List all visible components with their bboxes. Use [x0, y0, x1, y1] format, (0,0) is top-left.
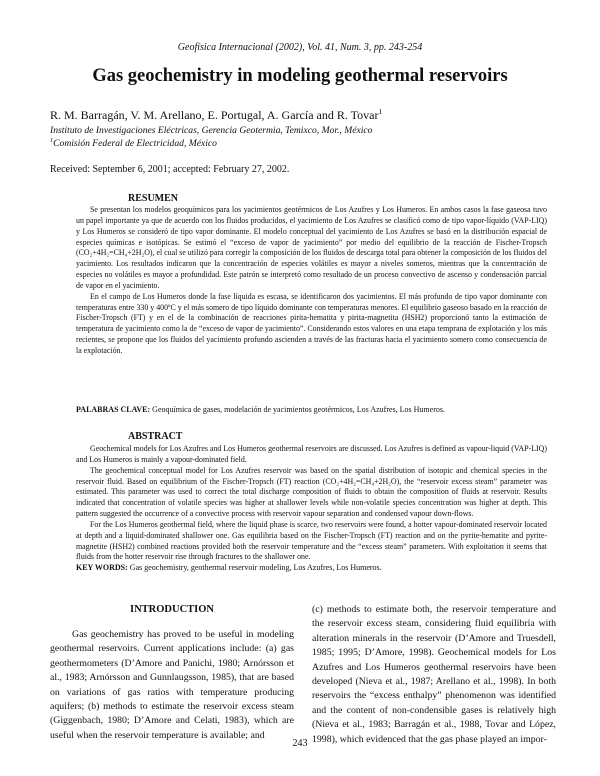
- affiliation-2-text: Comisión Federal de Electricidad, México: [53, 138, 217, 149]
- introduction-heading: INTRODUCTION: [129, 604, 214, 615]
- paper-title: Gas geochemistry in modeling geothermal reservoirs: [92, 66, 508, 86]
- abstract-heading: ABSTRACT: [128, 431, 183, 442]
- author-superscript: 1: [378, 107, 383, 116]
- key-words-text: Gas geochemistry, geothermal reservoir modeling, Los Azufres, Los Humeros.: [129, 563, 382, 572]
- intro-right-text: (c) methods to estimate both, the reservoir temperature and the reservoir excess steam, considering fluid equilibria with alteration minerals in the reservoir (D’Amore and Truesdell, 1985; 1995; D’Amore, 1998). Geochemical models for Los Azufres and Los Humeros geothermal reservoirs have been developed (Nieva et al., 1987; Arellano et al., 1998). In both reservoirs the “excess enthalpy” phenomenon was identified and the content of non-condensible gases is relatively high (Nieva et al., 1983; Barragán et al., 1988, Tovar and López, 1998), which evidenced that the gas phase played an impor-: [312, 604, 556, 745]
- affiliation-2: [50, 138, 217, 149]
- journal-header: Geofísica Internacional (2002), Vol. 41, Num. 3, pp. 243-254: [177, 42, 423, 53]
- abstract-paragraph-1: Geochemical models for Los Azufres and Los Humeros geothermal reservoirs are discussed. Los Azufres is defined as vapour-liquid (VAP-LIQ) and Los Humeros is mainly a vapour-dominated field.: [76, 444, 547, 464]
- affiliation-1: Instituto de Investigaciones Eléctricas, Gerencia Geotermia, Temixco, Mor., México: [50, 125, 373, 136]
- page-number: 243: [292, 738, 308, 749]
- intro-column-left: [50, 628, 294, 743]
- received-dates: Received: September 6, 2001; accepted: February 27, 2002.: [50, 164, 290, 175]
- abstract-paragraph-2: The geochemical conceptual model for Los Azufres reservoir was based on the spatial distribution of isotopic and chemical species in the reservoir fluid. Based on equilibrium of the Fischer-Tropsch (FT) reaction (CO₂+4H₂=CH₄+2H₂O), the “reservoir excess steam” parameter was estimated. This parameter was used to correct the total discharge composition of fluids to obtain the composition of fluids at reservoir. Results indicated that concentration of volatile species was higher at shallower levels while non-volatile species concentration was higher at depth. This pattern suggested the occurrence of a convective process with reservoir vapour separation and condensed vapour down-flows.: [76, 465, 547, 519]
- palabras-clave-label: PALABRAS CLAVE:: [76, 405, 151, 414]
- resumen-paragraph-2: En el campo de Los Humeros donde la fase líquida es escasa, se identificaron dos yacimientos. El más profundo de tipo vapor dominante con temperaturas entre 330 y 400ºC y el más somero de tipo líquido dominante con temperaturas menores. El equilibrio gaseoso basado en la reacción de Fischer-Tropsch (FT) y en el de la combinación de reacciones pirita-hematita y pirita-magnetita (HSH2) proporcionó tanto la estimación de temperatura de yacimiento como la de “exceso de vapor de yacimiento”. Considerando estos valores en una etapa temprana de explotación y los más recientes, se propone que los fluidos del yacimiento profundo ascienden a través de las fracturas hacia el yacimiento somero como consecuencia de la explotación.: [76, 291, 547, 355]
- palabras-clave: [76, 404, 547, 415]
- resumen-heading: RESUMEN: [128, 193, 179, 204]
- authors: [50, 108, 382, 123]
- abstract-body: [76, 444, 547, 563]
- author-names: R. M. Barragán, V. M. Arellano, E. Portugal, A. García and R. Tovar: [50, 108, 379, 122]
- key-words: [76, 562, 547, 573]
- resumen-paragraph-1: Se presentan los modelos geoquímicos para los yacimientos geotérmicos de Los Azufres y Los Humeros. En ambos casos la fase gaseosa tuvo un papel importante ya que de acuerdo con los fluidos producidos, el yacimiento de Los Azufres se clasificó como de tipo vapor-líquido (VAP-LIQ) y Los Humeros se consideró de tipo vapor dominante. El modelo conceptual del yacimiento de Los Azufres se basó en la distribución espacial de especies químicas e isotópicas. Se estimó el “exceso de vapor de yacimiento” por medio del equilibrio de la reacción de Fischer-Tropsch (CO₂+4H₂=CH₄+2H₂O), el cual se utilizó para corregir la composición de los fluidos de descarga total para obtener la composición de los fluidos del yacimiento. Los resultados indicaron que la concentración de especies volátiles es mayor a niveles someros, mientras que la concentración de especies no volátiles es mayor a profundidad. Este patrón se interpretó como resultado de un proceso convectivo de ascenso y condensación parcial de vapor en el yacimiento.: [76, 205, 547, 290]
- intro-left-text: Gas geochemistry has proved to be useful in modeling geothermal reservoirs. Current applications include: (a) gas geothermometers (D’Amore and Panichi, 1980; Arnórsson et al., 1983; Arnórsson and Gunnlaugsson, 1985), that are based on variations of gas ratios with temperature producing aquifers; (b) methods to estimate the reservoir excess steam (Giggenbach, 1980; D’Amore and Celati, 1983), which are useful when the reservoir temperature is available; and: [50, 629, 294, 741]
- abstract-paragraph-3: For the Los Humeros geothermal field, where the liquid phase is scarce, two reservoirs were found, a hotter vapour-dominated reservoir located at depth and a liquid-dominated shallower one. Gas equilibria based on the Fischer-Tropsch (FT) reaction and on the pyrite-hematite and pyrite-magnetite (HSH2) combined reactions provided both the reservoir temperature and the “excess steam” parameters. With exploitation it seems that fluids from the hotter reservoir rise through fractures to the shallower one.: [76, 519, 547, 562]
- palabras-clave-text: Geoquímica de gases, modelación de yacimientos geotérmicos, Los Azufres, Los Humeros.: [152, 405, 445, 414]
- key-words-label: KEY WORDS:: [76, 563, 128, 572]
- affiliation-superscript: 1: [50, 136, 54, 144]
- intro-column-right: [312, 603, 556, 747]
- resumen-body: [76, 205, 547, 357]
